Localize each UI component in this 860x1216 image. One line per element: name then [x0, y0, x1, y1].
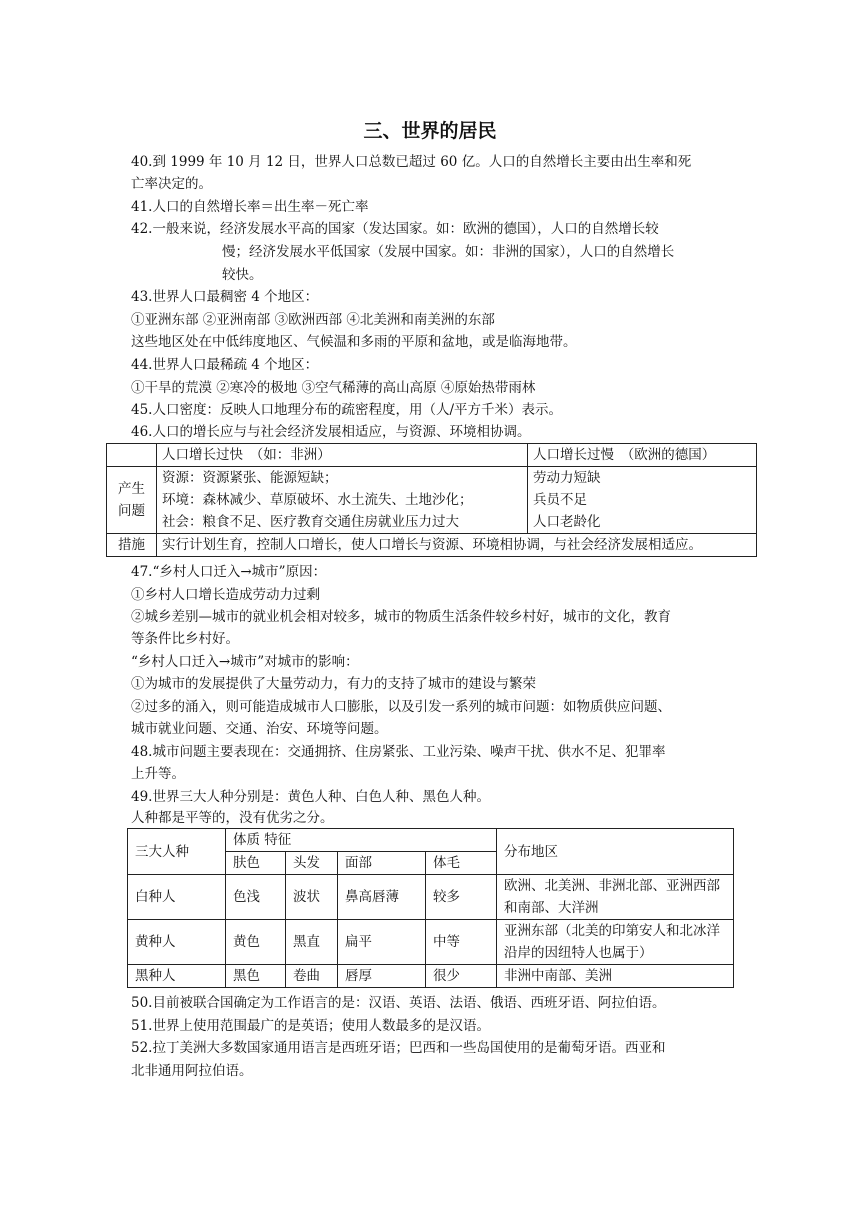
fast-problem-resource: 资源：资源紧张、能源短缺； [162, 470, 338, 486]
table1-measure-label: 措施 [107, 534, 157, 557]
race-face: 鼻高唇薄 [338, 875, 426, 920]
item-49-line2: 人种都是平等的，没有优劣之分。 [131, 810, 334, 826]
slow-problem-labor: 劳动力短缺 [533, 470, 601, 486]
item-47-line2: ①乡村人口增长造成劳动力过剩 [131, 587, 320, 603]
race-region: 欧洲、北美洲、非洲北部、亚洲西部和南部、大洋洲 [497, 875, 734, 920]
item-43-line3: 这些地区处在中低纬度地区、气候温和多雨的平原和盆地，或是临海地带。 [131, 334, 577, 350]
item-44-line1: 44.世界人口最稀疏 4 个地区： [131, 357, 319, 373]
item-48-line2: 上升等。 [131, 766, 185, 782]
population-growth-table [106, 443, 757, 557]
race-body-hair: 中等 [426, 920, 497, 965]
item-42-line3: 较快。 [222, 267, 263, 283]
race-face: 扁平 [338, 920, 426, 965]
race-body-hair: 很少 [426, 965, 497, 988]
item-43-line1: 43.世界人口最稠密 4 个地区： [131, 289, 319, 305]
header-skin: 肤色 [226, 852, 286, 875]
table1-slow-problems [528, 467, 757, 534]
race-hair: 波状 [286, 875, 338, 920]
race-hair: 黑直 [286, 920, 338, 965]
item-51: 51.世界上使用范围最广的是英语；使用人数最多的是汉语。 [131, 1018, 490, 1034]
item-40-line1: 40.到 1999 年 10 月 12 日，世界人口总数已超过 60 亿。人口的自然增长主要由出生率和死 [131, 154, 692, 170]
race-body-hair: 较多 [426, 875, 497, 920]
item-47-line1: 47.“乡村人口迁入→城市”原因： [131, 564, 327, 580]
header-traits: 体质 特征 [226, 829, 497, 852]
table-row [128, 875, 734, 920]
item-44-line2: ①干旱的荒漠 ②寒冷的极地 ③空气稀薄的高山高原 ④原始热带雨林 [131, 380, 536, 396]
slow-problem-soldiers: 兵员不足 [533, 492, 587, 508]
item-52-line2: 北非通用阿拉伯语。 [131, 1063, 253, 1079]
item-46: 46.人口的增长应与与社会经济发展相适应，与资源、环境相协调。 [131, 424, 531, 440]
table1-measure-text: 实行计划生育，控制人口增长，使人口增长与资源、环境相协调，与社会经济发展相适应。 [157, 534, 757, 557]
item-47-line5: “乡村人口迁入→城市”对城市的影响： [131, 654, 359, 670]
race-region: 非洲中南部、美洲 [497, 965, 734, 988]
table1-fast-problems [157, 467, 528, 534]
human-races-table [127, 828, 734, 988]
slow-problem-aging: 人口老龄化 [533, 514, 601, 530]
fast-problem-environment: 环境：森林减少、草原破坏、水土流失、土地沙化； [162, 492, 473, 508]
item-43-line2: ①亚洲东部 ②亚洲南部 ③欧洲西部 ④北美洲和南美洲的东部 [131, 312, 495, 328]
race-skin: 黄色 [226, 920, 286, 965]
race-name: 黄种人 [128, 920, 226, 965]
race-face: 唇厚 [338, 965, 426, 988]
header-race: 三大人种 [128, 829, 226, 875]
item-47-line7: ②过多的涌入，则可能造成城市人口膨胀，以及引发一系列的城市问题：如物质供应问题、 [131, 699, 671, 715]
table-row [128, 920, 734, 965]
item-47-line3: ②城乡差别—城市的就业机会相对较多，城市的物质生活条件较乡村好，城市的文化，教育 [131, 609, 671, 625]
item-41: 41.人口的自然增长率＝出生率－死亡率 [131, 199, 369, 215]
race-skin: 色浅 [226, 875, 286, 920]
race-skin: 黑色 [226, 965, 286, 988]
page-title: 三、世界的居民 [363, 120, 497, 142]
item-48-line1: 48.城市问题主要表现在：交通拥挤、住房紧张、工业污染、噪声干扰、供水不足、犯罪率 [131, 744, 666, 760]
item-42-line2: 慢；经济发展水平低国家（发展中国家。如：非洲的国家），人口的自然增长 [222, 244, 675, 260]
header-face: 面部 [338, 852, 426, 875]
table-row [128, 965, 734, 988]
item-47-line6: ①为城市的发展提供了大量劳动力，有力的支持了城市的建设与繁荣 [131, 676, 536, 692]
table1-slow-header: 人口增长过慢 （欧洲的德国） [528, 444, 757, 467]
item-45: 45.人口密度：反映人口地理分布的疏密程度，用（人/平方千米）表示。 [131, 402, 563, 418]
item-40-line2: 亡率决定的。 [131, 176, 212, 192]
item-52-line1: 52.拉丁美洲大多数国家通用语言是西班牙语；巴西和一些岛国使用的是葡萄牙语。西亚和 [131, 1040, 666, 1056]
race-region: 亚洲东部（北美的印第安人和北冰洋沿岸的因纽特人也属于） [497, 920, 734, 965]
table1-problem-label: 产生问题 [107, 467, 157, 534]
item-50: 50.目前被联合国确定为工作语言的是：汉语、英语、法语、俄语、西班牙语、阿拉伯语。 [131, 995, 666, 1011]
table1-fast-header: 人口增长过快 （如：非洲） [157, 444, 528, 467]
item-47-line8: 城市就业问题、交通、治安、环境等问题。 [131, 721, 388, 737]
item-47-line4: 等条件比乡村好。 [131, 631, 239, 647]
item-49-line1: 49.世界三大人种分别是：黄色人种、白色人种、黑色人种。 [131, 789, 490, 805]
race-hair: 卷曲 [286, 965, 338, 988]
header-hair: 头发 [286, 852, 338, 875]
item-42-line1: 42.一般来说，经济发展水平高的国家（发达国家。如：欧洲的德国），人口的自然增长较 [131, 221, 659, 237]
race-name: 白种人 [128, 875, 226, 920]
header-region: 分布地区 [497, 829, 734, 875]
table1-corner-cell [107, 444, 157, 467]
header-body-hair: 体毛 [426, 852, 497, 875]
fast-problem-society: 社会：粮食不足、医疗教育交通住房就业压力过大 [162, 514, 459, 530]
race-name: 黑种人 [128, 965, 226, 988]
